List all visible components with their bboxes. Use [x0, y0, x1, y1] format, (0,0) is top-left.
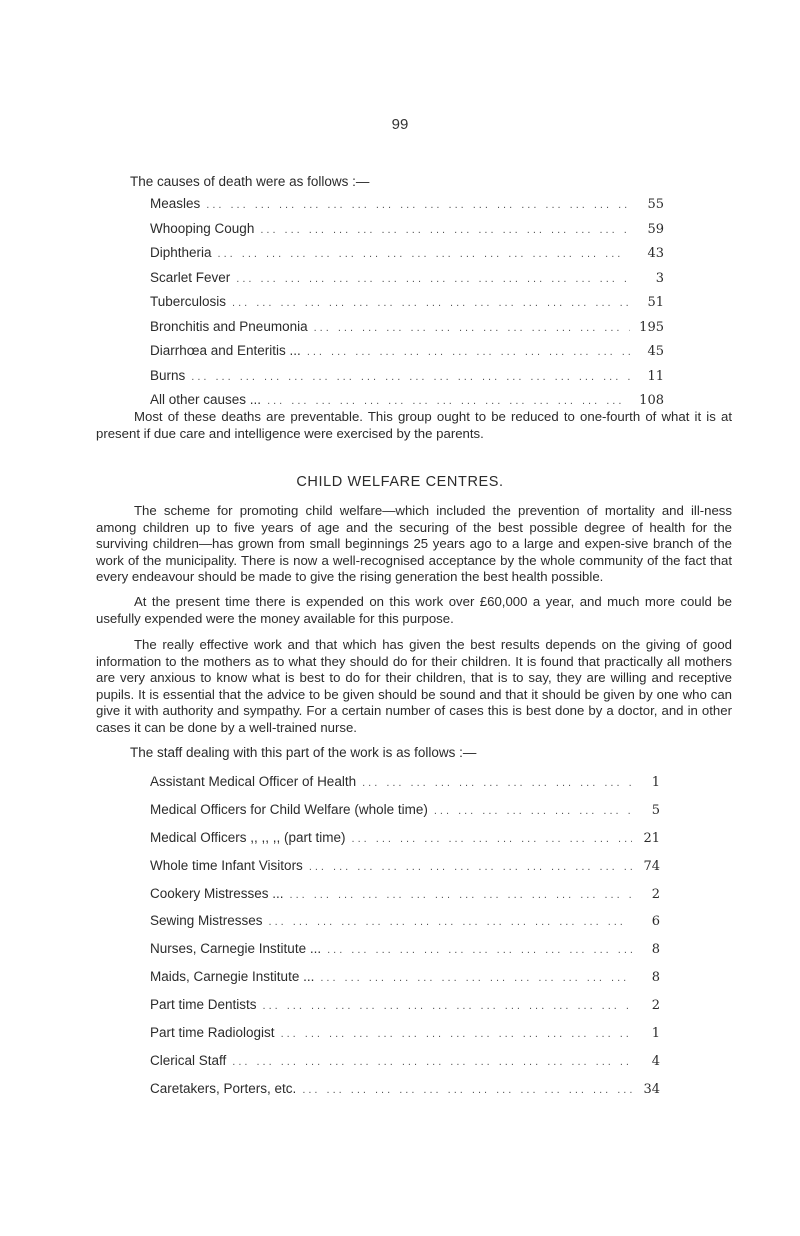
section-heading: CHILD WELFARE CENTRES.: [296, 474, 504, 490]
staff-count: 1: [651, 1026, 660, 1042]
cause-label: Measles: [150, 196, 201, 211]
list-item: [150, 913, 660, 941]
dot-leader: [362, 777, 632, 789]
dot-leader: [206, 199, 630, 211]
dot-leader: [290, 889, 632, 901]
causes-conclusion: Most of these deaths are preventable. This group ought to be reduced to one-fourth of what it is at present if due care and intelligence were exercised by the parents.: [96, 409, 732, 441]
staff-role: Medical Officers for Child Welfare (whole time): [150, 801, 428, 817]
staff-role: Clerical Staff: [150, 1052, 227, 1068]
staff-role: Medical Officers ,, ,, ,, (part time): [150, 829, 346, 845]
cause-count: 11: [647, 368, 664, 384]
cause-count: 51: [647, 295, 664, 310]
staff-role: Sewing Mistresses: [150, 913, 263, 929]
cause-count: 108: [639, 393, 664, 408]
dot-leader: [269, 916, 632, 928]
dot-leader: [260, 224, 630, 236]
page-number: 99: [391, 116, 409, 133]
list-item: [150, 1053, 660, 1081]
staff-intro: The staff dealing with this part of the work is as follows :—: [130, 745, 477, 760]
staff-count: 2: [651, 886, 660, 902]
staff-count: 8: [651, 942, 660, 958]
list-item: [150, 830, 660, 858]
list-item: [150, 774, 660, 802]
staff-role: Cookery Mistresses ...: [150, 885, 284, 901]
cause-label: Whooping Cough: [150, 220, 255, 236]
list-item: [150, 1081, 660, 1109]
cause-count: 43: [647, 246, 664, 261]
staff-count: 21: [643, 830, 660, 846]
list-item: [150, 858, 660, 886]
staff-role: Whole time Infant Visitors: [150, 857, 303, 873]
cause-label: Scarlet Fever: [150, 269, 231, 285]
staff-role: Assistant Medical Officer of Health: [150, 774, 357, 789]
dot-leader: [434, 805, 632, 817]
staff-role: Maids, Carnegie Institute ...: [150, 969, 315, 985]
staff-count: 74: [643, 858, 660, 874]
paragraph-expenditure: At the present time there is expended on this work over £60,000 a year, and much more could be usefully expended were the money available for this purpose.: [96, 594, 732, 626]
staff-count: 4: [651, 1053, 660, 1069]
cause-label: All other causes ...: [150, 392, 262, 407]
list-item: [150, 196, 664, 221]
list-item: [150, 802, 660, 830]
dot-leader: [191, 371, 630, 383]
list-item: [150, 969, 660, 997]
staff-role: Caretakers, Porters, etc.: [150, 1080, 297, 1096]
dot-leader: [320, 972, 632, 984]
staff-count: 34: [643, 1081, 660, 1097]
cause-count: 55: [647, 197, 664, 212]
dot-leader: [232, 1056, 632, 1068]
causes-intro: The causes of death were as follows :—: [130, 174, 370, 189]
dot-leader: [281, 1028, 632, 1040]
dot-leader: [302, 1084, 632, 1096]
cause-label: Diarrhœa and Enteritis ...: [150, 343, 301, 358]
list-item: [150, 270, 664, 295]
list-item: [150, 886, 660, 914]
cause-count: 3: [655, 270, 664, 286]
cause-count: 195: [639, 319, 664, 335]
staff-role: Part time Dentists: [150, 997, 257, 1013]
staff-count: 1: [651, 775, 660, 790]
list-item: [150, 294, 664, 319]
staff-count: 8: [651, 970, 660, 986]
list-item: [150, 1025, 660, 1053]
list-item: [150, 343, 664, 368]
dot-leader: [236, 273, 630, 285]
list-item: [150, 368, 664, 393]
cause-label: Diphtheria: [150, 245, 212, 260]
list-item: [150, 319, 664, 344]
staff-list: [150, 774, 660, 1109]
staff-role: Nurses, Carnegie Institute ...: [150, 941, 322, 957]
cause-label: Bronchitis and Pneumonia: [150, 318, 308, 334]
cause-count: 45: [647, 344, 664, 359]
dot-leader: [232, 297, 630, 309]
dot-leader: [218, 248, 630, 260]
dot-leader: [263, 1000, 632, 1012]
dot-leader: [307, 346, 630, 358]
cause-count: 59: [647, 221, 664, 237]
staff-count: 6: [651, 914, 660, 930]
staff-count: 5: [651, 802, 660, 818]
paragraph-effective-work: The really effective work and that which has given the best results depends on the giving of good information to the mothers as to what they should do for their children. It is found that practically all mothers are very anxious to know what is best to do for their children, that is to say, they are willing and receptive pupils. It is essential that the advice to be given should be sound and that it should be given by one who can give it with authority and sympathy. For a certain number of cases this is best done by a doctor, and in other cases it can be done by a well-trained nurse.: [96, 637, 732, 735]
staff-role: Part time Radiologist: [150, 1025, 275, 1041]
dot-leader: [327, 944, 632, 956]
list-item: [150, 221, 664, 246]
dot-leader: [309, 861, 632, 873]
list-item: [150, 997, 660, 1025]
causes-of-death-list: [150, 196, 664, 417]
list-item: [150, 941, 660, 969]
staff-count: 2: [651, 998, 660, 1014]
dot-leader: [314, 322, 630, 334]
list-item: [150, 245, 664, 270]
cause-label: Tuberculosis: [150, 294, 227, 309]
paragraph-scheme: The scheme for promoting child welfare—which included the prevention of mortality and ill-ness among children up to five years of age and the securing of the best possible degree of health for the surviving children—has grown from small beginnings 25 years ago to a large and expen-sive branch of the work of the municipality. There is now a well-recognised acceptance by the whole community of the fact that every endeavour should be made to give the rising generation the best health possible.: [96, 503, 732, 584]
dot-leader: [267, 395, 630, 407]
cause-label: Burns: [150, 367, 186, 383]
dot-leader: [352, 833, 632, 845]
